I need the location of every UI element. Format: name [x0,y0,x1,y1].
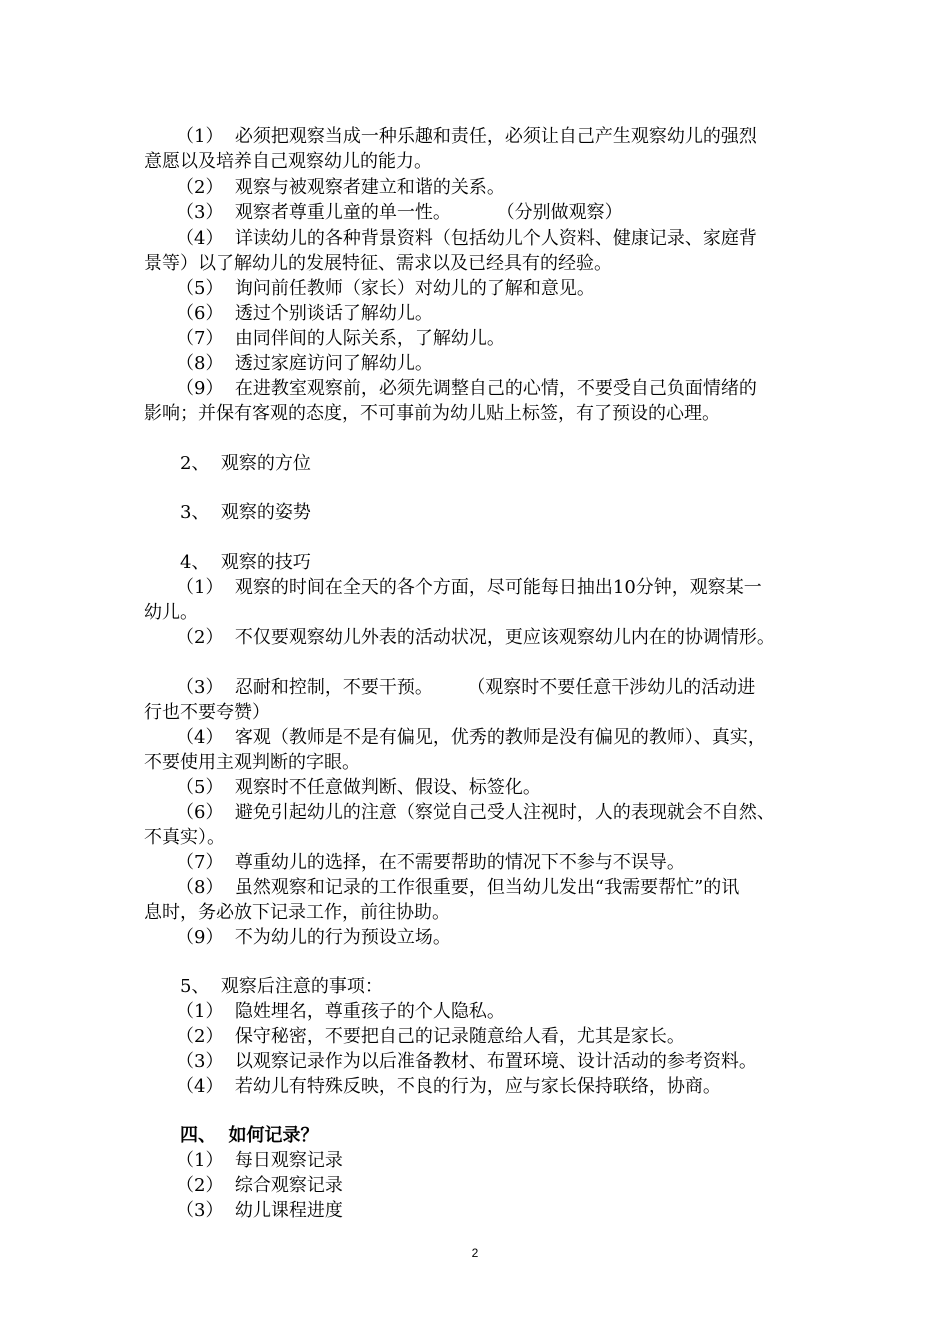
text-line: （5） 询问前任教师（家长）对幼儿的了解和意见。 [176,278,595,299]
text-line: （3） 观察者尊重儿童的单一性。 （分别做观察） [176,202,623,223]
text-line: （7） 由同伴间的人际关系，了解幼儿。 [176,328,505,349]
text-line: （7） 尊重幼儿的选择，在不需要帮助的情况下不参与不误导。 [176,852,685,873]
text-line: （1） 必须把观察当成一种乐趣和责任，必须让自己产生观察幼儿的强烈 [176,126,757,147]
text-line: （2） 不仅要观察幼儿外表的活动状况，更应该观察幼儿内在的协调情形。 [176,627,775,648]
text-line: （9） 在进教室观察前，必须先调整自己的心情，不要受自己负面情绪的 [176,378,757,399]
text-line: （3） 忍耐和控制，不要干预。 （观察时不要任意干涉幼儿的活动进 [176,677,756,698]
text-line: 景等）以了解幼儿的发展特征、需求以及已经具有的经验。 [144,253,612,274]
text-line: （1） 隐姓埋名，尊重孩子的个人隐私。 [176,1001,505,1022]
section-title: 四、 如何记录？ [180,1125,319,1146]
text-line: 影响；并保有客观的态度，不可事前为幼儿贴上标签，有了预设的心理。 [144,403,720,424]
text-line: （4） 若幼儿有特殊反映，不良的行为，应与家长保持联络，协商。 [176,1076,721,1097]
text-line: 息时，务必放下记录工作，前往协助。 [144,902,450,923]
text-line: （2） 保守秘密，不要把自己的记录随意给人看，尤其是家长。 [176,1026,685,1047]
text-line: （3） 以观察记录作为以后准备教材、布置环境、设计活动的参考资料。 [176,1051,757,1072]
text-line: 不真实）。 [144,827,225,848]
section-heading: 2、 观察的方位 [180,453,311,474]
text-line: （4） 详读幼儿的各种背景资料（包括幼儿个人资料、健康记录、家庭背 [176,228,757,249]
page-number: 2 [471,1246,479,1260]
section-heading: 5、 观察后注意的事项： [180,976,383,997]
text-line: （2） 观察与被观察者建立和谐的关系。 [176,177,505,198]
text-line: （6） 透过个别谈话了解幼儿。 [176,303,433,324]
text-line: 不要使用主观判断的字眼。 [144,752,360,773]
text-line: （1） 每日观察记录 [176,1150,343,1171]
section-heading: 4、 观察的技巧 [180,552,311,573]
text-line: （8） 透过家庭访问了解幼儿。 [176,353,433,374]
text-line: （9） 不为幼儿的行为预设立场。 [176,927,451,948]
text-line: （2） 综合观察记录 [176,1175,343,1196]
text-line: 幼儿。 [144,602,198,623]
text-line: （8） 虽然观察和记录的工作很重要，但当幼儿发出“我需要帮忙”的讯 [176,877,740,898]
text-line: （6） 避免引起幼儿的注意（察觉自己受人注视时，人的表现就会不自然、 [176,802,775,823]
text-line: 意愿以及培养自己观察幼儿的能力。 [144,151,432,172]
text-line: （3） 幼儿课程进度 [176,1200,343,1221]
text-line: （5） 观察时不任意做判断、假设、标签化。 [176,777,541,798]
text-line: （1） 观察的时间在全天的各个方面，尽可能每日抽出10分钟，观察某一 [176,577,762,598]
text-line: 行也不要夸赞） [144,702,270,723]
section-heading: 3、 观察的姿势 [180,502,311,523]
text-line: （4） 客观（教师是不是有偏见，优秀的教师是没有偏见的教师）、真实， [176,727,766,748]
